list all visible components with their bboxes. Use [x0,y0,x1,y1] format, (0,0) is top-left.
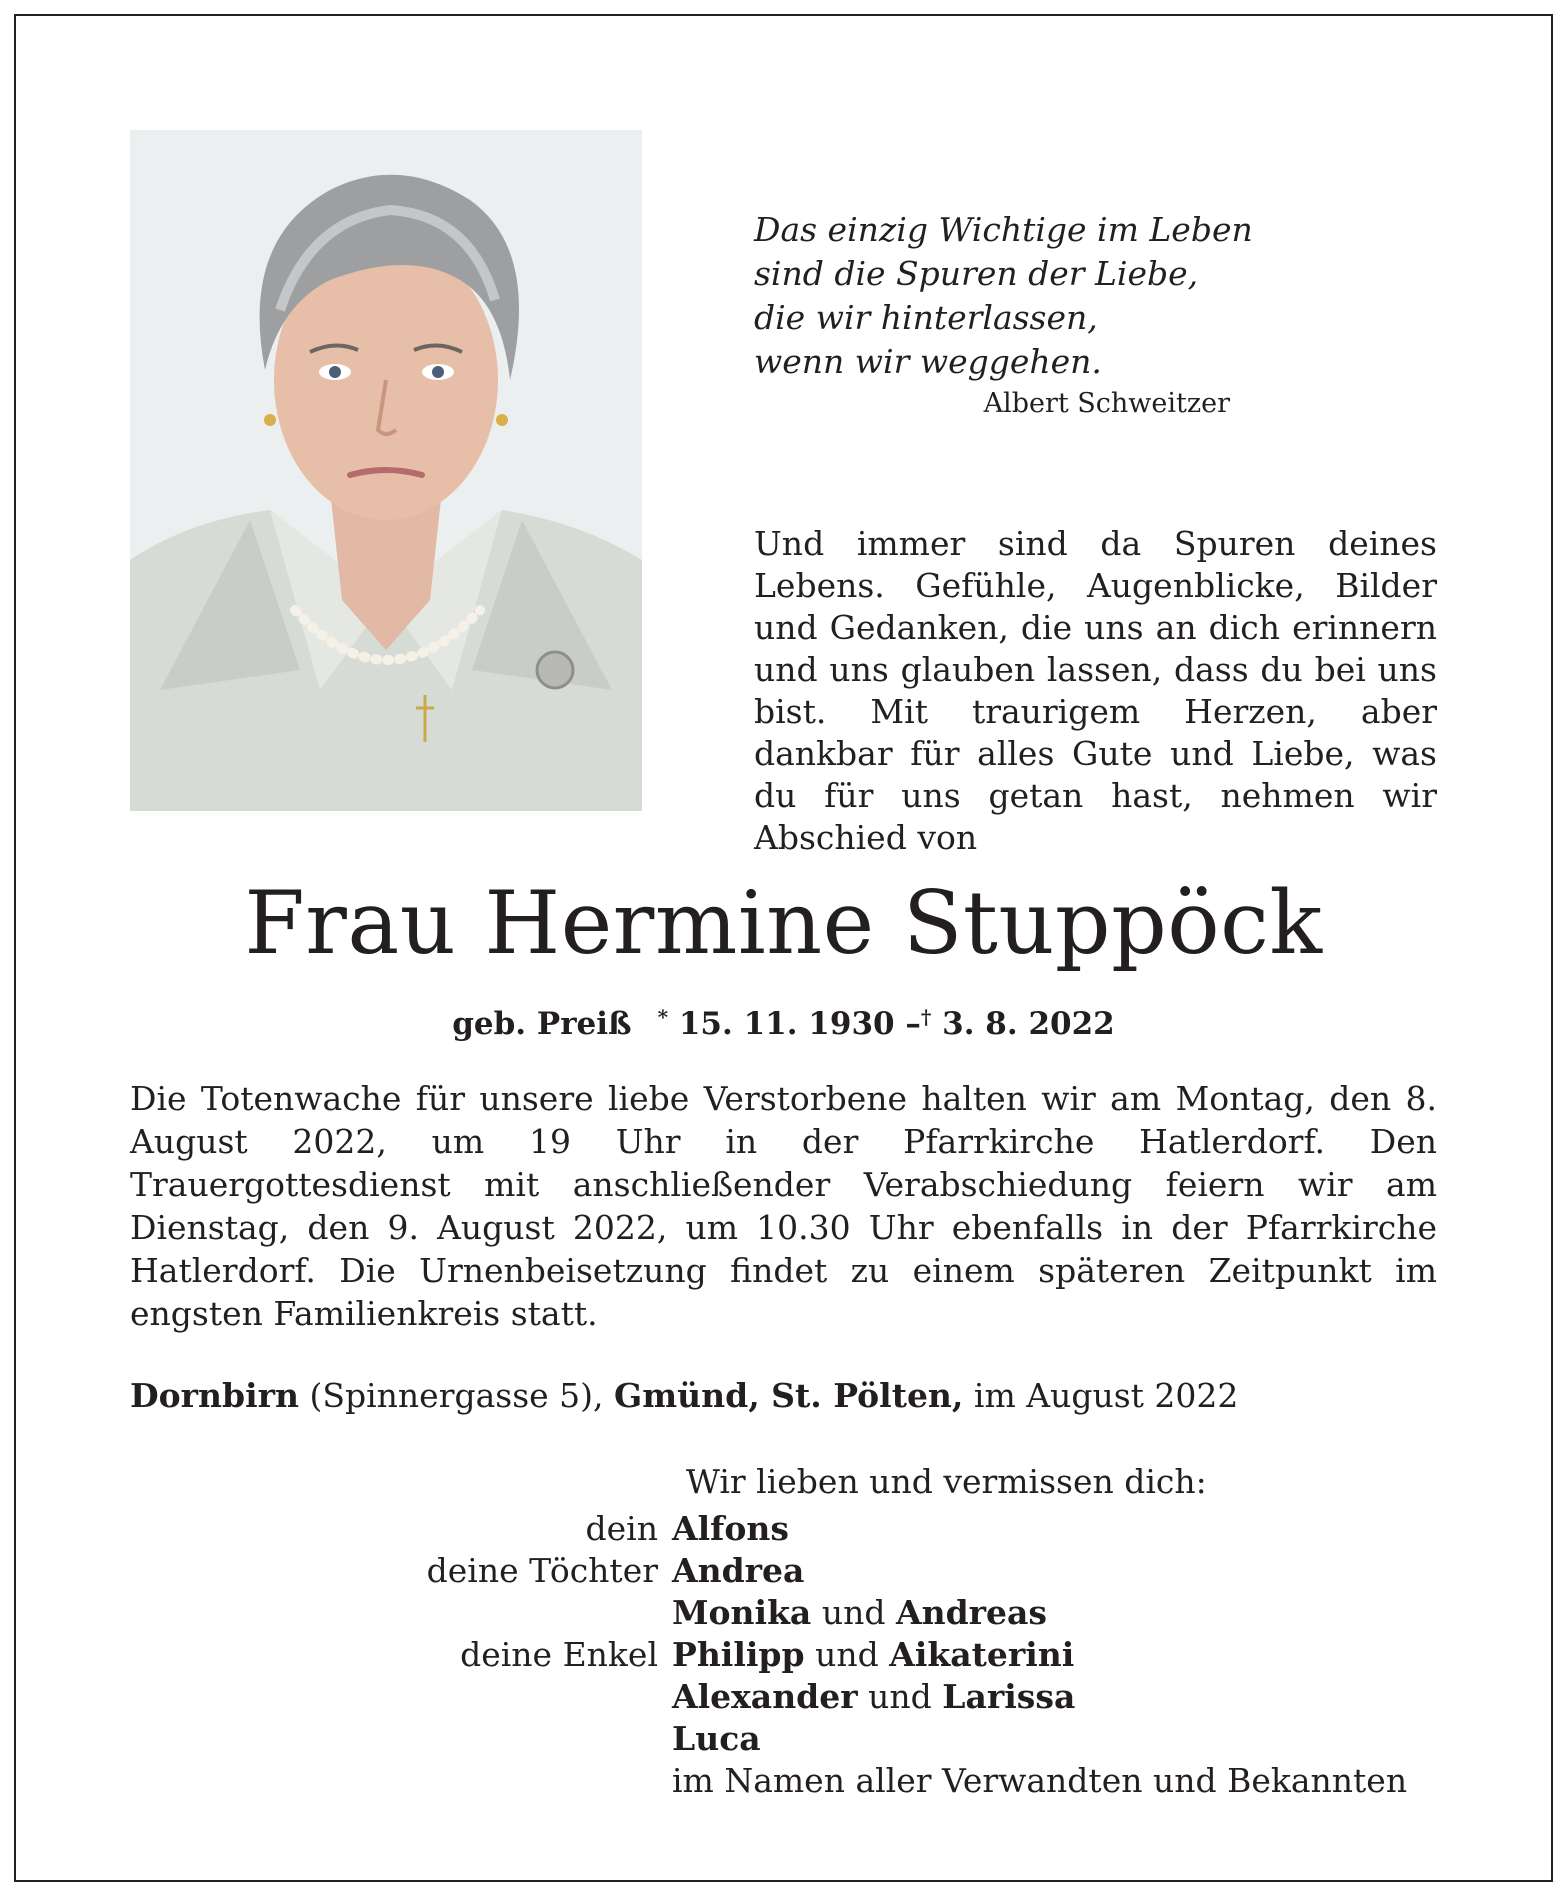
mourners-heading: Wir lieben und vermissen dich: [686,1462,1207,1501]
mourner-label: deine Töchter [426,1551,658,1590]
portrait-illustration [130,130,642,811]
closing-line: im Namen aller Verwandten und Bekannten [672,1761,1408,1800]
death-symbol: † [920,1005,932,1029]
portrait-photo [130,130,642,811]
mourner-label: dein [585,1509,658,1548]
intro-text: Und immer sind da Spuren deines Lebens. Gefühle, Augenblicke, Bilder und Gedanken, die uns an dich erinnern und uns glauben lassen, dass du bei uns bist. Mit traurigem Herzen, aber dankbar für alles Gute und Liebe, was du für uns getan hast, nehmen wir Abschied von [754,524,1437,857]
mourner-row [130,1508,1437,1550]
quote-line: Das einzig Wichtige im Leben [754,210,1253,249]
conjunction: und [821,1593,886,1632]
quote [754,208,1314,384]
mourner-row [130,1550,1437,1592]
quote-line: die wir hinterlassen, [754,298,1098,337]
conjunction: und [868,1677,932,1716]
mourner-name: Monika [672,1593,812,1632]
quote-line: wenn wir weggehen. [754,342,1102,381]
mourner-label: deine Enkel [460,1635,658,1674]
mourner-row [130,1760,1437,1802]
mourner-name: Andreas [895,1593,1047,1632]
mourner-name: Alfons [672,1509,789,1548]
date-separator: – [905,1006,921,1042]
birth-symbol: * [657,1005,669,1029]
quote-author: Albert Schweitzer [983,388,1230,419]
death-date: 3. 8. 2022 [942,1006,1115,1042]
mourner-name: Larissa [942,1677,1076,1716]
mourner-name: Luca [672,1719,761,1758]
mourner-row [130,1718,1437,1760]
life-dates [0,997,1567,1044]
place-address: (Spinnergasse 5), [309,1376,604,1415]
service-text: Die Totenwache für unsere liebe Verstorbene halten wir am Montag, den 8. August 2022, um 19 Uhr in der Pfarrkirche Hatlerdorf. Den Trauergottesdienst mit anschließender Verabschiedung feiern wir am Dienstag, den 9. August 2022, um 10.30 Uhr ebenfalls in der Pfarrkirche Hatlerdorf. Die Urnenbeisetzung findet zu einem späteren Zeitpunkt im engsten Familienkreis statt. [130,1079,1437,1333]
mourner-name: Aikaterini [889,1635,1075,1674]
quote-line: sind die Spuren der Liebe, [754,254,1199,293]
place-date: im August 2022 [973,1376,1239,1415]
birth-name: geb. Preiß [452,1006,632,1042]
deceased-name: Frau Hermine Stuppöck [244,872,1323,974]
place-line [130,1374,1437,1417]
mourners-list [130,1508,1437,1802]
mourner-row [130,1592,1437,1634]
mourner-row [130,1634,1437,1676]
place-city: Dornbirn [130,1376,299,1415]
mourner-name: Andrea [672,1551,805,1590]
place-other: Gmünd, St. Pölten, [614,1376,964,1415]
mourner-name: Philipp [672,1635,805,1674]
birth-date: 15. 11. 1930 [678,1006,895,1042]
mourner-row [130,1676,1437,1718]
conjunction: und [815,1635,879,1674]
mourner-name: Alexander [672,1677,858,1716]
